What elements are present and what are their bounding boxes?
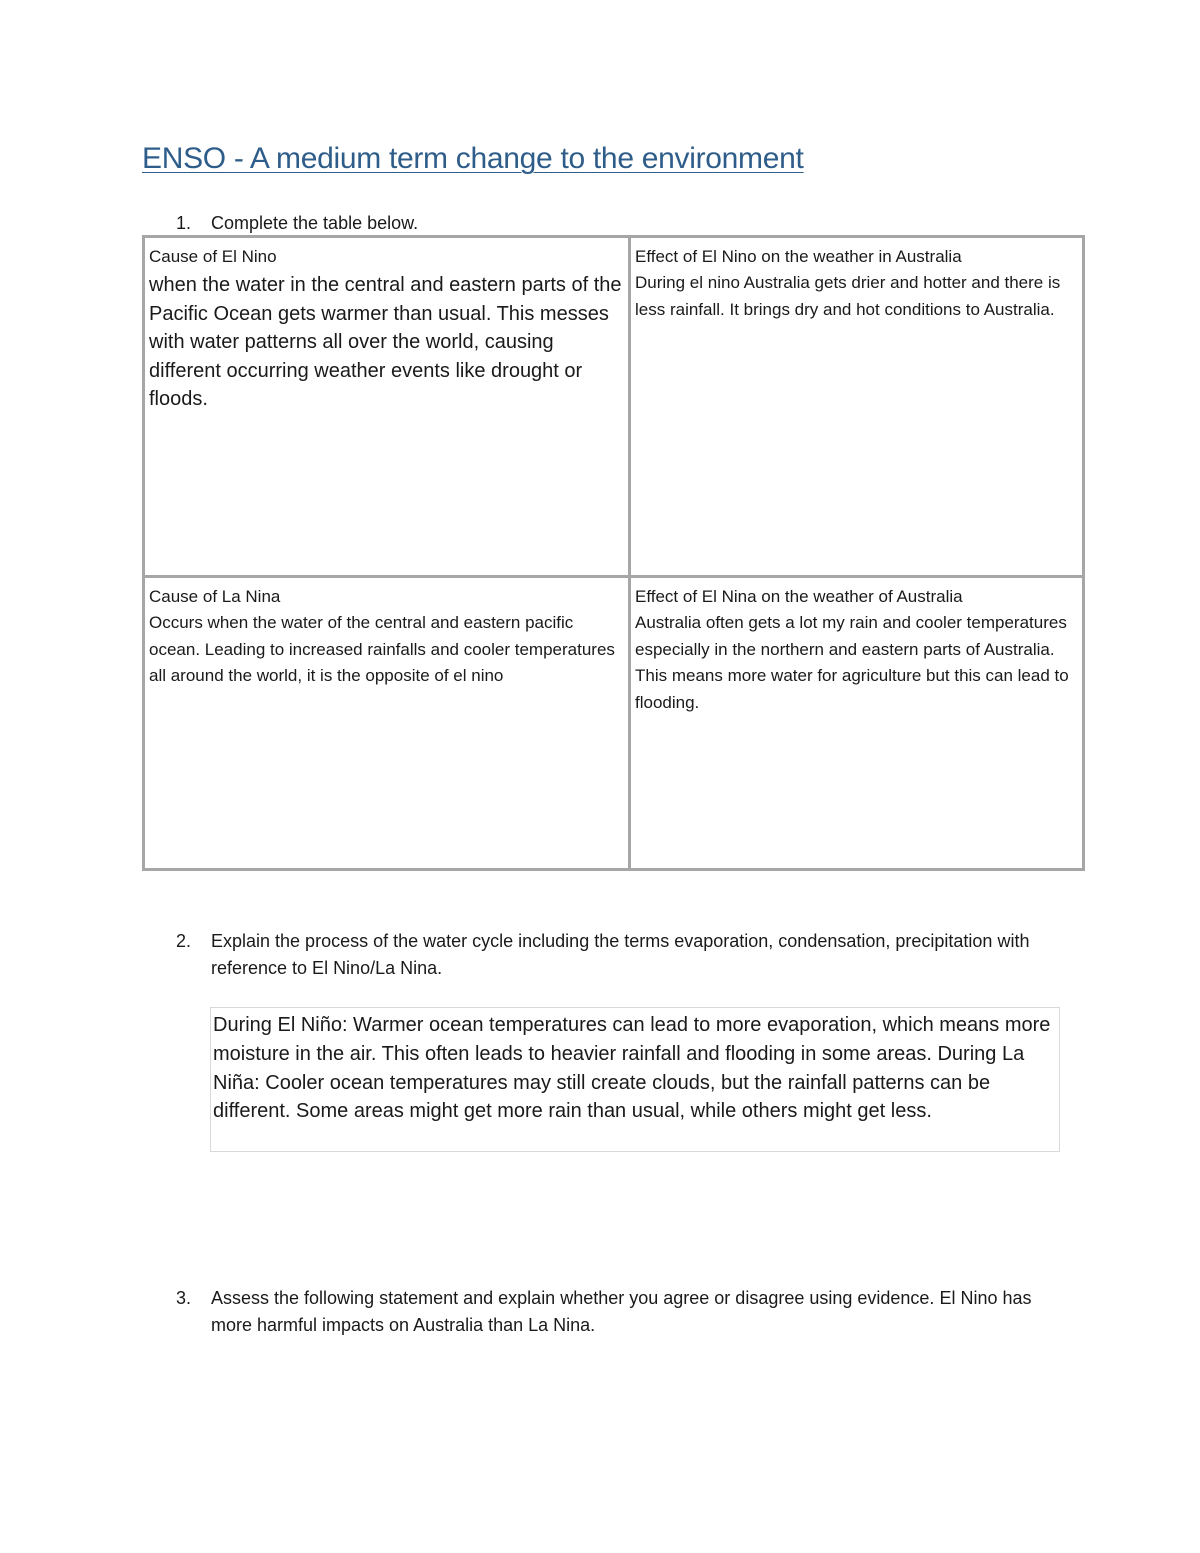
cell-answer: During el nino Australia gets drier and hotter and there is less rainfall. It brings dry and hot conditions to Australia. <box>635 273 1061 319</box>
cell-heading: Cause of La Nina <box>149 587 281 606</box>
cell-heading: Effect of El Nina on the weather of Australia <box>635 587 963 606</box>
answer-box-question-2[interactable]: During El Niño: Warmer ocean temperatures can lead to more evaporation, which means more moisture in the air. This often leads to heavier rainfall and flooding in some areas. During La Niña: Cooler ocean temperatures may still create clouds, but the rainfall patterns can be different. Some areas might get more rain than usual, while others might get less. <box>210 1007 1060 1152</box>
question-2-number: 2. <box>176 931 192 951</box>
cell-answer: when the water in the central and eastern parts of the Pacific Ocean gets warmer than usual. This messes with water patterns all over the world, causing different occurring weather events like drought or floods. <box>149 274 622 410</box>
cell-answer: Occurs when the water of the central and eastern pacific ocean. Leading to increased rainfalls and cooler temperatures all around the world, it is the opposite of el nino <box>149 613 615 685</box>
cell-heading: Cause of El Nino <box>149 247 277 266</box>
cell-cause-el-nino[interactable] <box>145 238 628 575</box>
question-1-number: 1. <box>176 213 192 233</box>
cell-cause-la-nina[interactable] <box>145 578 628 868</box>
cell-heading: Effect of El Nino on the weather in Australia <box>635 247 962 266</box>
question-1-text: Complete the table below. <box>211 213 419 233</box>
cell-effect-la-nina[interactable] <box>631 578 1082 868</box>
page-title: ENSO - A medium term change to the environment <box>142 142 804 175</box>
question-2-text: Explain the process of the water cycle including the terms evaporation, condensation, precipitation with reference to El Nino/La Nina. <box>211 931 1030 978</box>
cell-effect-el-nino[interactable] <box>631 238 1082 575</box>
cell-answer: Australia often gets a lot my rain and cooler temperatures especially in the northern and eastern parts of Australia. This means more water for agriculture but this can lead to flooding. <box>635 613 1069 712</box>
enso-table <box>142 235 1085 871</box>
question-3-number: 3. <box>176 1288 192 1308</box>
question-3-text: Assess the following statement and explain whether you agree or disagree using evidence. El Nino has more harmful impacts on Australia than La Nina. <box>211 1288 1032 1335</box>
